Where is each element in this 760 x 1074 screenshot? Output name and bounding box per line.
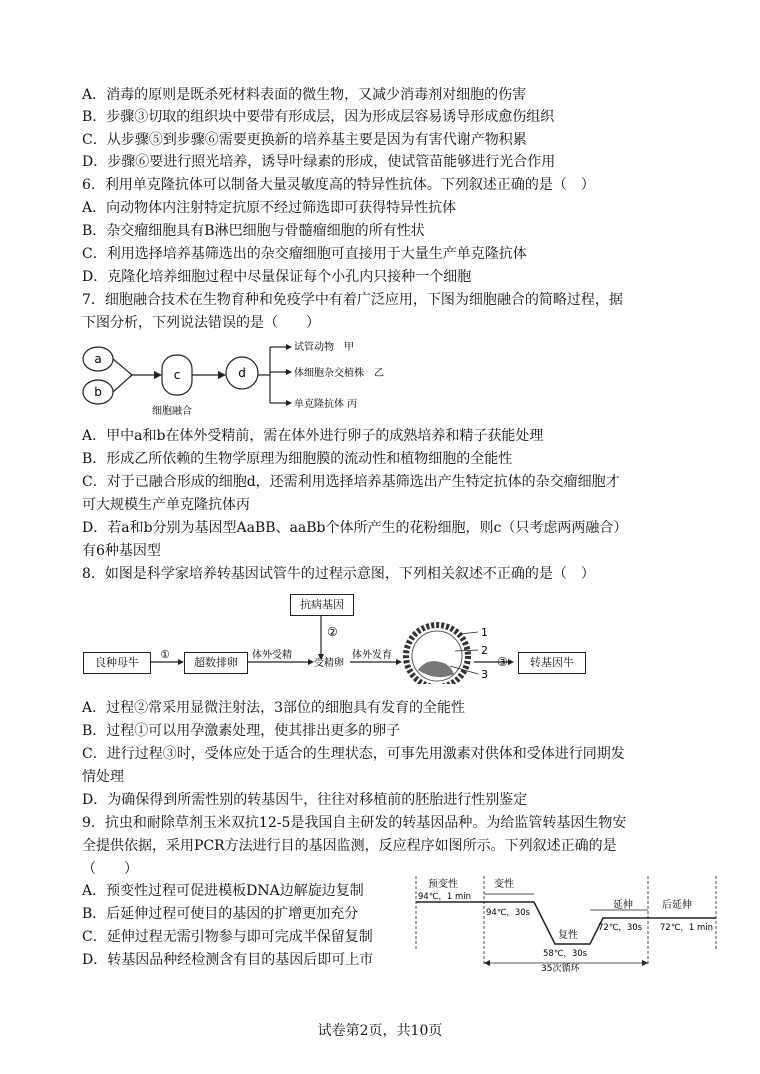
label-b: b (94, 385, 102, 399)
result-box: 转基因牛 (518, 652, 586, 674)
q9-option-b: B．后延伸过程可使目的基因的扩增更加充分 (82, 906, 359, 922)
step1-label: ① (160, 648, 170, 661)
q8-option-c-1: C．进行过程③时，受体应处于适合的生理状态，可事先用激素对供体和受体进行同期发 (82, 746, 625, 762)
param-anneal: 58℃，30s (543, 949, 588, 959)
q8-transgenic-diagram (80, 594, 590, 684)
step3-label: ③ (497, 655, 508, 669)
stage-anneal: 复性 (558, 930, 578, 941)
ivf-label: 体外受精 (252, 650, 292, 661)
q7-option-d-1: D．若a和b分别为基因型AaBB、aaBb个体所产生的花粉细胞，则c（只考虑两两融合） (82, 520, 628, 536)
q7-option-b: B．形成乙所依赖的生物学原理为细胞膜的流动性和植物细胞的全能性 (82, 451, 513, 467)
stage-denature: 变性 (494, 879, 514, 890)
cow-box: 良种母牛 (83, 652, 151, 674)
part-2: 2 (481, 644, 488, 657)
q9-option-c: C．延伸过程无需引物参与即可完成半保留复制 (82, 929, 373, 945)
part-1: 1 (481, 626, 488, 639)
q5-option-a: A．消毒的原则是既杀死材料表面的微生物，又减少消毒剂对细胞的伤害 (82, 87, 527, 103)
q6-option-b: B．杂交瘤细胞具有B淋巴细胞与骨髓瘤细胞的所有性状 (82, 223, 425, 239)
q7-stem-1: 7．细胞融合技术在生物育种和免疫学中有着广泛应用，下图为细胞融合的简略过程，据 (82, 292, 623, 308)
param-predenature: 94℃，1 min (418, 892, 472, 902)
param-final-extend: 72℃，1 min (660, 923, 714, 933)
q8-stem: 8．如图是科学家培养转基因试管牛的过程示意图，下列相关叙述不正确的是（ ） (82, 566, 595, 582)
output-yi: 体细胞杂交植株 乙 (294, 368, 384, 379)
q9-option-a: A．预变性过程可促进模板DNA边解旋边复制 (82, 883, 364, 899)
stage-final-extend: 后延伸 (662, 900, 692, 911)
q8-option-b: B．过程①可以用孕激素处理，使其排出更多的卵子 (82, 723, 401, 739)
pcr-program-diagram (410, 872, 720, 972)
q7-stem-2: 下图分析，下列说法错误的是（ ） (82, 315, 320, 331)
dev-label: 体外发育 (352, 650, 392, 661)
q6-option-c: C．利用选择培养基筛选出的杂交瘤细胞可直接用于大量生产单克隆抗体 (82, 246, 527, 262)
superov-box: 超数排卵 (184, 652, 248, 674)
part-3: 3 (481, 668, 488, 681)
q7-fusion-diagram (80, 338, 410, 418)
step2-label: ② (327, 625, 338, 639)
gene-box: 抗病基因 (290, 594, 354, 616)
param-denature: 94℃，30s (486, 908, 531, 918)
q8-option-a: A．过程②常采用显微注射法，3部位的细胞具有发育的全能性 (82, 700, 466, 716)
q6-stem: 6．利用单克隆抗体可以制备大量灵敏度高的特异性抗体。下列叙述正确的是（ ） (82, 177, 595, 193)
q5-option-b: B．步骤③切取的组织块中要带有形成层，因为形成层容易诱导形成愈伤组织 (82, 109, 555, 125)
q6-option-d: D．克隆化培养细胞过程中尽量保证每个小孔内只接种一个细胞 (82, 269, 472, 285)
q7-option-c-1: C．对于已融合形成的细胞d，还需利用选择培养基筛选出产生特定抗体的杂交瘤细胞才 (82, 474, 620, 490)
stage-extend: 延伸 (613, 900, 633, 911)
cycles-label: 35次循环 (541, 964, 580, 972)
page-footer: 试卷第2页，共10页 (317, 1023, 443, 1039)
q6-option-a: A．向动物体内注射特定抗原不经过筛选即可获得特异性抗体 (82, 200, 457, 216)
label-c: c (173, 368, 181, 382)
q8-option-c-2: 情处理 (82, 769, 124, 785)
output-bing: 单克隆抗体 丙 (294, 399, 358, 410)
q5-option-d: D．步骤⑥要进行照光培养，诱导叶绿素的形成，使试管苗能够进行光合作用 (82, 154, 556, 170)
zygote-label: 受精卵 (314, 658, 344, 669)
stage-predenature: 预变性 (428, 879, 458, 890)
q9-stem-3: （ ） (82, 861, 138, 877)
q7-option-c-2: 可大规模生产单克隆抗体丙 (82, 497, 250, 513)
q8-option-d: D．为确保得到所需性别的转基因牛，往往对移植前的胚胎进行性别鉴定 (82, 792, 528, 808)
label-a: a (94, 352, 102, 366)
q9-stem-1: 9．抗虫和耐除草剂玉米双抗12-5是我国自主研发的转基因品种。为给监管转基因生物安 (82, 815, 627, 831)
q7-option-a: A．甲中a和b在体外受精前，需在体外进行卵子的成熟培养和精子获能处理 (82, 428, 544, 444)
param-extend: 72℃，30s (598, 923, 643, 933)
q5-option-c: C．从步骤⑤到步骤⑥需要更换新的培养基主要是因为有害代谢产物积累 (82, 132, 527, 148)
q9-option-d: D．转基因品种经检测含有目的基因后即可上市 (82, 952, 374, 968)
label-d: d (238, 366, 246, 380)
q7-option-d-2: 有6种基因型 (82, 543, 161, 559)
q9-stem-2: 全提供依据，采用PCR方法进行目的基因监测，反应程序如图所示。下列叙述正确的是 (82, 838, 617, 854)
output-jia: 试管动物 甲 (294, 342, 354, 353)
fusion-label: 细胞融合 (152, 406, 192, 417)
